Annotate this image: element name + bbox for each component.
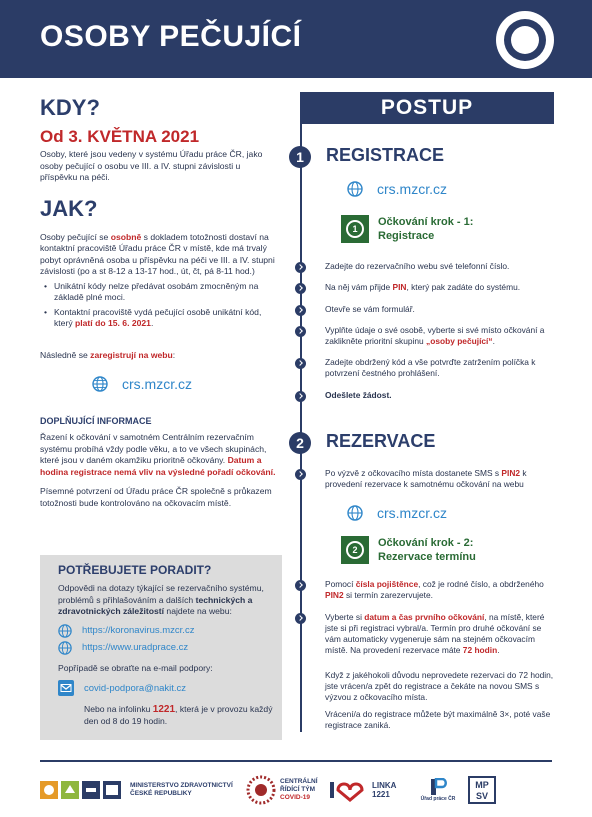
chevron-right-icon [295,613,306,624]
web-link-text[interactable]: crs.mzcr.cz [122,376,192,392]
email-link[interactable]: covid-podpora@nakit.cz [84,682,187,694]
up-logo-icon [429,778,447,796]
footer-logos [40,772,555,808]
step-1-number: 1 [289,146,311,168]
globe-icon [92,376,108,392]
start-date: Od 3. KVĚTNA 2021 [40,127,200,146]
crt-name: CENTRÁLNÍ ŘÍDÍCÍ TÝM COVID-19 [280,778,318,801]
header-banner [0,0,592,78]
step-1-item-4: Vyplňte údaje o své osobě, vyberte si své místo očkování a zaklikněte prioritní skupinu „osoby pečující“. [325,325,545,346]
step-1-item-2: Na něj vám přijde PIN, který pak zadáte do systému. [325,282,521,292]
step-2-title: REZERVACE [326,431,436,451]
chevron-right-icon [295,283,306,294]
step-2-number: 2 [289,432,311,454]
step-1-web-link[interactable] [347,181,447,197]
info-paragraph-2: Písemné potvrzení od Úřadu práce ČR společně s průkazem totožnosti bude kontrolováno na očkovacím místě. [40,486,272,508]
jak-heading: JAK? [40,195,98,221]
krok-2-line1: Očkování krok - 2: [378,537,474,549]
globe-icon [58,641,72,655]
link-koronavirus[interactable]: https://koronavirus.mzcr.cz [82,625,195,636]
timeline-line [300,120,302,732]
advice-link-2[interactable] [58,641,270,655]
step-1-title: REGISTRACE [326,145,445,165]
advice-link-1[interactable] [58,624,270,638]
step-1-krok [341,215,473,243]
kdy-heading: KDY? [40,95,100,120]
step-1-item-1: Zadejte do rezervačního webu své telefonní číslo. [325,261,510,271]
chevron-right-icon [295,469,306,480]
globe-icon [347,181,363,197]
mpsv-logo: MP SV [468,776,496,804]
step-2-item-5: Vrácení/a do registrace můžete být maximálně 3×, poté vaše registrace zaniká. [325,709,551,730]
step-2-item-2: Pomocí čísla pojištěnce, což je rodné číslo, a obdrženého PIN2 si termín zarezervujete. [325,579,544,600]
then-register-text: Následně se zaregistrují na webu: [40,349,176,360]
step-2-web-text[interactable]: crs.mzcr.cz [377,505,447,521]
left-column [40,95,280,509]
chevron-right-icon [295,391,306,402]
crt-logo-icon [246,775,276,805]
krok-badge-icon: 1 [341,215,369,243]
info-heading: DOPLŇUJÍCÍ INFORMACE [40,416,152,426]
krok-1-line1: Očkování krok - 1: [378,216,474,228]
step-1-item-6: Odešlete žádost. [325,390,392,400]
step-2-krok [341,536,476,564]
globe-icon [347,505,363,521]
advice-text: Odpovědi na dotazy týkající se rezervačního systému, problémů s přihlašováním a dalších technických a zdravotnických záležitostí najdete na webu: [58,583,264,616]
jak-bullet-2: • Kontaktní pracoviště vydá pečující osobě unikátní kód, který platí do 15. 6. 2021. [44,307,280,330]
globe-icon [58,624,72,638]
advice-email[interactable] [58,680,270,696]
step-1-item-3: Otevře se vám formulář. [325,304,415,314]
step-1-web-text[interactable]: crs.mzcr.cz [377,181,447,197]
jak-bullets [44,281,280,330]
kdy-text: Osoby, které jsou vedeny v systému Úřadu práce ČR, jako osoby pečující o osobu ve III. a IV. stupni závislosti u příspěvku na péči. [40,149,263,182]
ministry-name: MINISTERSTVO ZDRAVOTNICTVÍ ČESKÉ REPUBLIKY [130,782,233,797]
chevron-right-icon [295,358,306,369]
page-title: OSOBY PEČUJÍCÍ [40,20,302,53]
up-logo: Úřad práce ČR [418,778,458,802]
krok-1-line2: Registrace [378,230,435,242]
chevron-right-icon [295,262,306,273]
chevron-right-icon [295,326,306,337]
target-logo-icon [495,10,555,70]
step-2-item-4: Když z jakéhokoli důvodu neprovedete rezervaci do 72 hodin, jste vrácen/a zpět do registrace a čekáte na novou SMS s výzvou z očkovacího místa. [325,670,554,702]
advice-box [40,555,282,740]
step-2-item-1: Po výzvě z očkovacího místa dostanete SMS s PIN2 k provedení rezervace k samotnému očkování na webu [325,468,527,489]
footer-divider [40,760,552,762]
krok-badge-icon: 2 [341,536,369,564]
postup-title: POSTUP [300,92,554,124]
info-paragraph-1: Řazení k očkování v samotném Centrálním rezervačním systému probíhá vždy podle věku, a to ve všech skupinách, které jsou v daném okamžiku prioritně očkovány. Datum a hodina registrace nemá vliv na výsledné pořadí očkování. [40,432,276,477]
step-1-item-5: Zadejte obdržený kód a vše potvrďte zatržením políčka k potvrzení čestného prohlášení. [325,357,536,378]
email-intro: Popřípadě se obraťte na e-mail podpory: [58,662,213,673]
web-link-registration[interactable] [92,376,280,392]
linka-name: LINKA 1221 [372,781,397,799]
email-icon [58,680,74,696]
step-2-web-link[interactable] [347,505,447,521]
chevron-right-icon [295,305,306,316]
linka-logo-icon [330,778,368,802]
infoline-text: Nebo na infolinku 1221, která je v provozu každý den od 8 do 19 hodin. [84,704,273,726]
link-uradprace[interactable]: https://www.uradprace.cz [82,642,189,653]
chevron-right-icon [295,580,306,591]
krok-2-line2: Rezervace termínu [378,551,476,563]
ministry-logo-icon [40,779,124,801]
jak-paragraph: Osoby pečující se osobně s dokladem totožnosti dostaví na kontaktní pracoviště Úřadu práce ČR v místě, kde má trvalý pobyt oprávněná osoba u příspěvku na péči ve III. a IV. stupni závislosti (po a st 8-12 a 13-17 hod., út, čt, pá 8-11 hod.) [40,231,275,276]
advice-title: POTŘEBUJETE PORADIT? [58,563,212,577]
jak-bullet-1: • Unikátní kódy nelze předávat osobám zmocněným na základě plné moci. [44,281,280,304]
step-2-item-3: Vyberte si datum a čas prvního očkování, na místě, které jste si při registraci vybral/a. Termín pro druhé očkování se vám automaticky vygeneruje sám na stejném očkovacím místě. Na provedení rezervace máte 72 hodin. [325,612,545,655]
